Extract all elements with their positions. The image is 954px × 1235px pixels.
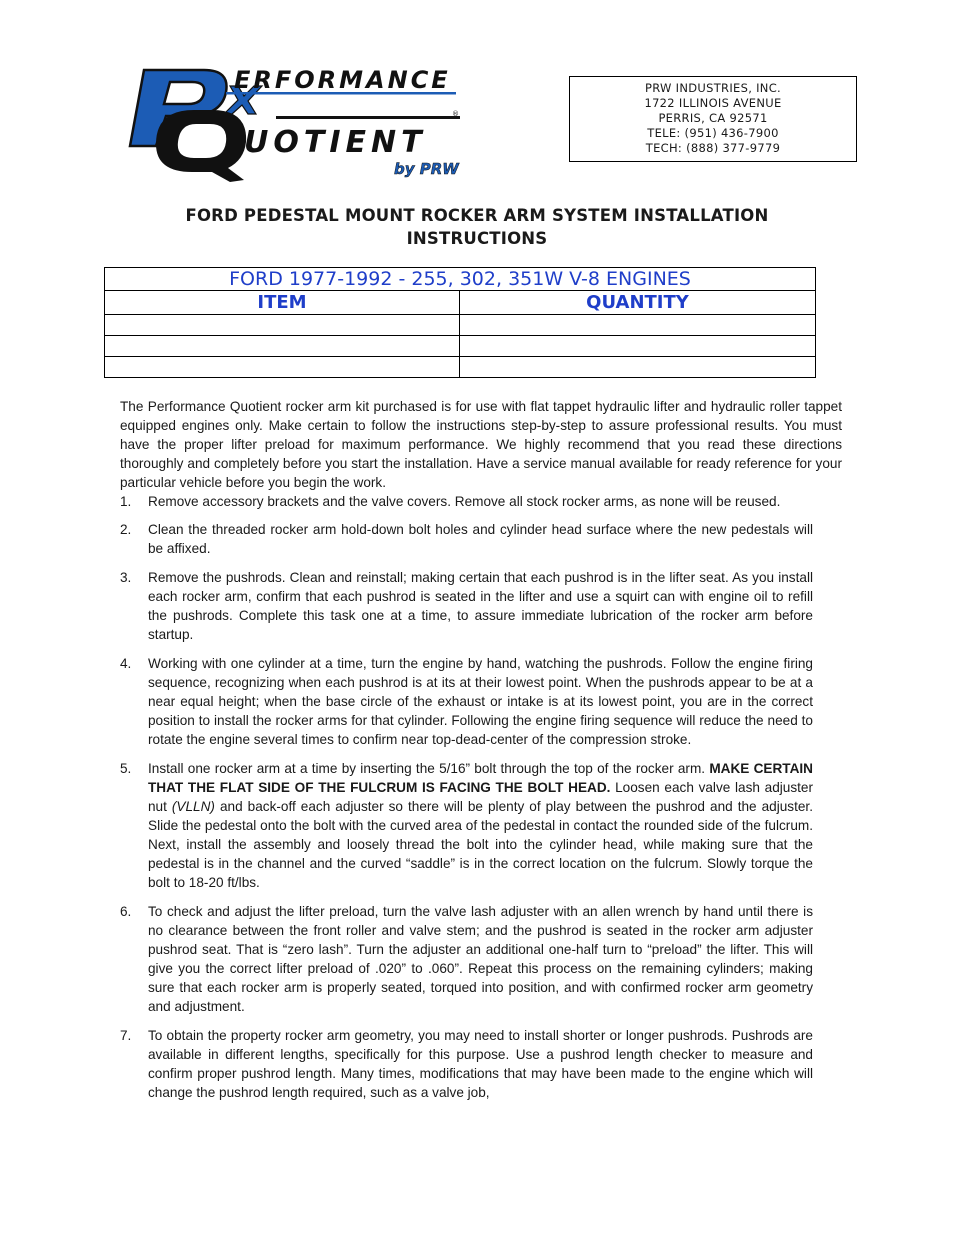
step-5-text-b: Loosen each valve lash adjuster nut — [148, 780, 813, 814]
step-text — [148, 759, 813, 892]
step-text: Remove the pushrods. Clean and reinstall; making certain that each pushrod is in the lifter seat. As you install each rocker arm, confirm that each pushrod is seated in the lifter and use a squirt can with engine oil to refill the pushrods. Complete this task one at a time, to assure immediate lubrication of the rocker arm before startup. — [148, 570, 813, 642]
item-cell — [105, 336, 460, 357]
item-cell — [105, 357, 460, 378]
step-5-italic-abbrev: (VLLN) — [171, 799, 215, 814]
step-5-text-c: and back-off each adjuster so there will be plenty of play between the pushrod and the adjuster. Slide the pedestal onto the bolt with the curved area of the pedestal in contact the rounded side of the fulcrum. Next, install the assembly and loosely thread the bolt into the cylinder head, while making sure that the pedestal is in the channel and the curved “saddle” is in the correct location on the fulcrum. Slowly torque the bolt to 18-20 ft/lbs. — [148, 799, 813, 890]
performance-quotient-logo — [126, 64, 472, 182]
document-title — [100, 204, 854, 250]
street-address: 1722 ILLINOIS AVENUE — [644, 96, 782, 110]
table-row — [105, 315, 816, 336]
step-4 — [120, 654, 813, 749]
step-2 — [120, 520, 813, 558]
registered-mark: ® — [452, 110, 459, 118]
company-address-box — [569, 76, 857, 162]
step-7 — [120, 1026, 813, 1102]
tech-phone: TECH: (888) 377-9779 — [645, 141, 781, 155]
city-state-zip: PERRIS, CA 92571 — [658, 111, 768, 125]
step-number: 7. — [120, 1028, 132, 1043]
instructions-body — [120, 397, 842, 1112]
step-number: 6. — [120, 904, 132, 919]
quantity-cell — [460, 315, 816, 336]
steps-list — [120, 492, 842, 1102]
title-line-1: FORD PEDESTAL MOUNT ROCKER ARM SYSTEM INSTALLATION — [185, 206, 769, 225]
step-5-bold-warning: MAKE CERTAIN THAT THE FLAT SIDE OF THE FULCRUM IS FACING THE BOLT HEAD. — [148, 761, 813, 795]
step-text: Working with one cylinder at a time, turn the engine by hand, watching the pushrods. Follow the engine firing sequence, recognizing when each pushrod is at its at their lowest point. When the pushrods appear to be at a near equal height; when the base circle of the exhaust or intake is at its lowest point, you are in the correct position to install the rocker arms for that cylinder. Following the engine firing sequence will reduce the need to rotate the engine several times to confirm near top-dead-center of the compression stroke. — [148, 656, 813, 747]
logo-byline: by PRW — [394, 160, 459, 178]
table-row — [105, 336, 816, 357]
logo-performance-text: ERFORMANCE — [234, 66, 451, 94]
step-text: Clean the threaded rocker arm hold-down bolt holes and cylinder head surface where the new pedestals will be affixed. — [148, 522, 813, 556]
step-number: 4. — [120, 656, 132, 671]
step-number: 2. — [120, 522, 132, 537]
parts-table-heading: FORD 1977-1992 - 255, 302, 351W V-8 ENGINES — [105, 268, 816, 291]
step-text: Remove accessory brackets and the valve covers. Remove all stock rocker arms, as none will be reused. — [148, 494, 781, 509]
table-row — [105, 357, 816, 378]
step-text: To obtain the property rocker arm geometry, you may need to install shorter or longer pushrods. Pushrods are available in different lengths, specifically for this purpose. Use a pushrod length checker to measure and confirm proper pushrod length. Many times, modifications that may have been made to the engine which will change the pushrod length required, such as a valve job, — [148, 1028, 813, 1100]
step-1 — [120, 492, 813, 511]
quantity-cell — [460, 336, 816, 357]
step-number: 1. — [120, 494, 132, 509]
telephone: TELE: (951) 436-7900 — [647, 126, 779, 140]
company-name: PRW INDUSTRIES, INC. — [644, 81, 781, 95]
step-5 — [120, 759, 813, 892]
logo-quotient-text: UOTIENT — [244, 125, 427, 160]
logo-graphic — [126, 64, 472, 182]
item-cell — [105, 315, 460, 336]
step-number: 3. — [120, 570, 132, 585]
column-header-item: ITEM — [105, 291, 460, 315]
step-3 — [120, 568, 813, 644]
step-5-text-a: Install one rocker arm at a time by inserting the 5/16” bolt through the top of the rocker arm. — [148, 761, 710, 776]
step-text: To check and adjust the lifter preload, turn the valve lash adjuster with an allen wrench by hand until there is no clearance between the front roller and valve stem; and the pushrod is seated in the rocker arm adjuster pushrod seat. That is “zero lash”. Turn the adjuster an additional one-half turn to “preload” the lifter. This will give you the correct lifter preload of .020” to .060”. Repeat this process on the remaining cylinders; making sure that each rocker arm is properly seated, torqued into position, and with confirmed rocker arm geometry and adjustment. — [148, 904, 813, 1014]
parts-table — [104, 267, 816, 378]
step-number: 5. — [120, 761, 132, 776]
intro-paragraph: The Performance Quotient rocker arm kit purchased is for use with flat tappet hydraulic lifter and hydraulic roller tappet equipped engines only. Make certain to follow the instructions step-by-step to assure professional results. You must have the proper lifter preload for maximum performance. We highly recommend that you read these directions thoroughly and completely before you start the installation. Have a service manual available for ready reference for your particular vehicle before you begin the work. — [120, 399, 842, 490]
column-header-quantity: QUANTITY — [460, 291, 816, 315]
title-line-2: INSTRUCTIONS — [406, 229, 548, 248]
quantity-cell — [460, 357, 816, 378]
step-6 — [120, 902, 813, 1016]
